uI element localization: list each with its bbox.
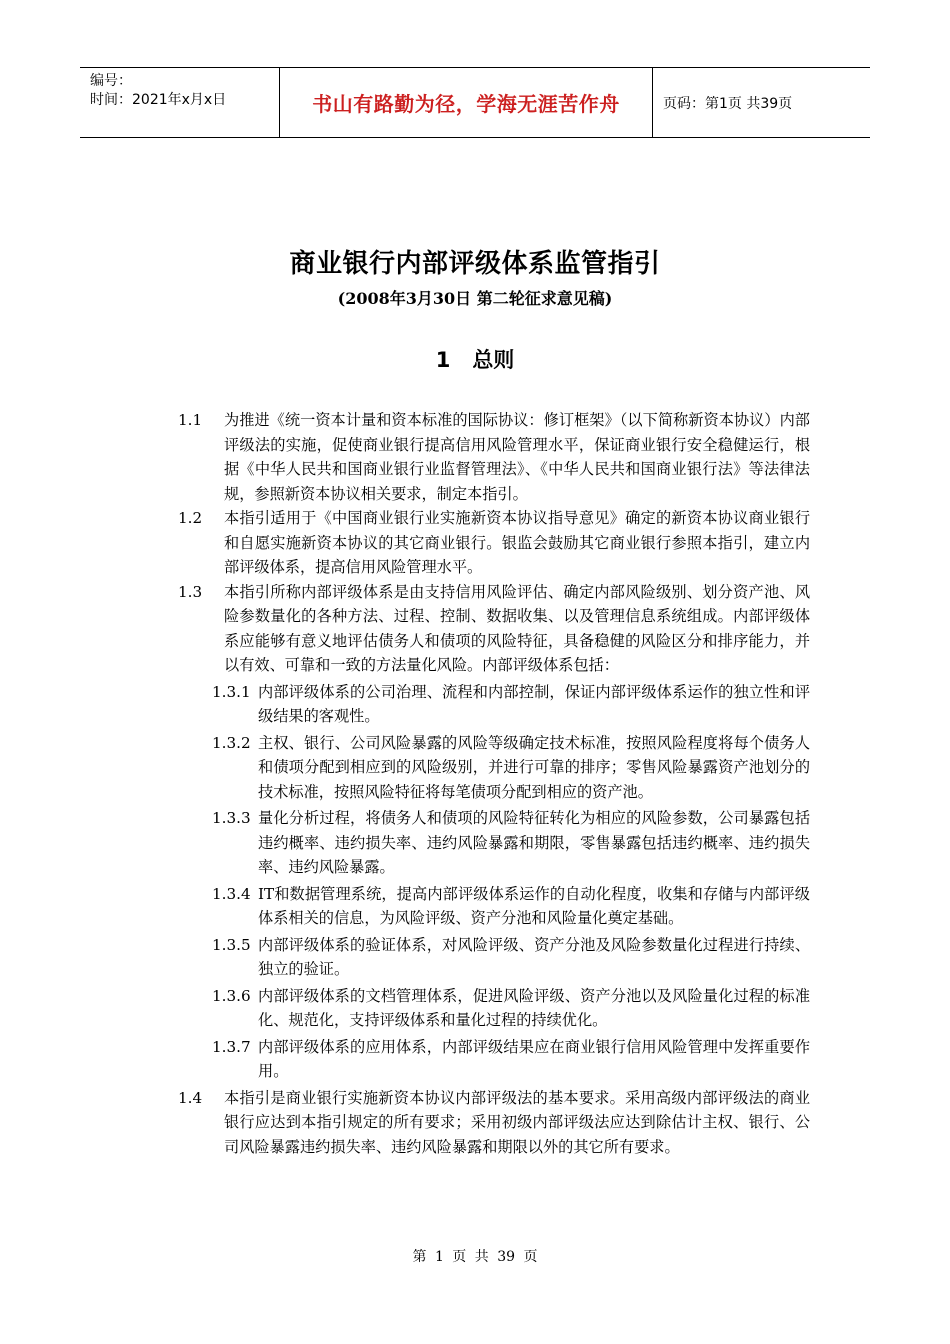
sub-item-text: 量化分析过程，将债务人和债项的风险特征转化为相应的风险参数，公司暴露包括违约概率、违约损失率、违约风险暴露和期限，零售暴露包括违约概率、违约损失率、违约风险暴露。 bbox=[258, 809, 810, 876]
sub-item-text: 主权、银行、公司风险暴露的风险等级确定技术标准，按照风险程度将每个债务人和债项分配到相应到的风险级别，并进行可靠的排序；零售风险暴露资产池划分的技术标准，按照风险特征将每笔债项分配到相应的资产池。 bbox=[258, 733, 810, 801]
document-body bbox=[178, 408, 810, 1159]
document-time-label: 时间：2021年x月x日 bbox=[90, 92, 227, 108]
paragraph-text: 为推进《统一资本计量和资本标准的国际协议：修订框架》（以下简称新资本协议）内部评级法的实施，促使商业银行提高信用风险管理水平，保证商业银行安全稳健运行，根据《中华人民共和国商业银行业监督管理法》、《中华人民共和国商业银行法》等法律法规，参照新资本协议相关要求，制定本指引。 bbox=[224, 411, 810, 503]
sub-item bbox=[212, 984, 810, 1033]
header-page-info: 页码：第1页 共39页 bbox=[663, 95, 793, 112]
sub-item-text: 内部评级体系的应用体系，内部评级结果应在商业银行信用风险管理中发挥重要作用。 bbox=[258, 1037, 810, 1080]
sub-item-number: 1.3.4 bbox=[212, 884, 251, 903]
paragraph-number: 1.2 bbox=[178, 509, 203, 527]
sub-item-text: 内部评级体系的验证体系，对风险评级、资产分池及风险参数量化过程进行持续、独立的验证。 bbox=[258, 935, 810, 978]
chapter-heading bbox=[0, 344, 950, 374]
paragraph-number: 1.4 bbox=[178, 1088, 203, 1107]
header-motto-cell bbox=[280, 68, 653, 137]
header-meta bbox=[80, 68, 280, 137]
page-header bbox=[80, 67, 870, 138]
header-motto: 书山有路勤为径，学海无涯苦作舟 bbox=[312, 92, 620, 116]
sub-item bbox=[212, 731, 810, 805]
sub-item-number: 1.3.5 bbox=[212, 935, 251, 954]
sub-item bbox=[212, 882, 810, 931]
document-number-label: 编号： bbox=[90, 73, 132, 89]
paragraph-number: 1.3 bbox=[178, 582, 203, 601]
sub-item-number: 1.3.6 bbox=[212, 986, 251, 1005]
paragraph-text: 本指引适用于《中国商业银行业实施新资本协议指导意见》确定的新资本协议商业银行和自愿实施新资本协议的其它商业银行。银监会鼓励其它商业银行参照本指引，建立内部评级体系，提高信用风险管理水平。 bbox=[224, 509, 810, 576]
sub-item-number: 1.3.7 bbox=[212, 1037, 251, 1056]
sub-item-text: IT和数据管理系统，提高内部评级体系运作的自动化程度，收集和存储与内部评级体系相关的信息，为风险评级、资产分池和风险量化奠定基础。 bbox=[258, 884, 810, 927]
document-subtitle: (2008年3月30日 第二轮征求意见稿) bbox=[337, 289, 613, 308]
header-page-info-cell bbox=[653, 68, 870, 137]
paragraph bbox=[178, 506, 810, 580]
chapter-title: 总则 bbox=[472, 348, 515, 372]
chapter-number: 1 bbox=[435, 348, 451, 372]
sub-item-number: 1.3.3 bbox=[212, 809, 251, 827]
sub-item bbox=[212, 1035, 810, 1084]
paragraph bbox=[178, 1086, 810, 1160]
sub-item-number: 1.3.1 bbox=[212, 682, 251, 701]
paragraph bbox=[178, 580, 810, 678]
sub-item bbox=[212, 933, 810, 982]
paragraph bbox=[178, 408, 810, 506]
sub-item bbox=[212, 680, 810, 729]
paragraph-text: 本指引所称内部评级体系是由支持信用风险评估、确定内部风险级别、划分资产池、风险参数量化的各种方法、过程、控制、数据收集、以及管理信息系统组成。内部评级体系应能够有意义地评估债务人和债项的风险特征，具备稳健的风险区分和排序能力，并以有效、可靠和一致的方法量化风险。内部评级体系包括： bbox=[224, 582, 810, 674]
sub-item bbox=[212, 806, 810, 880]
paragraph-text: 本指引是商业银行实施新资本协议内部评级法的基本要求。采用高级内部评级法的商业银行应达到本指引规定的所有要求；采用初级内部评级法应达到除估计主权、银行、公司风险暴露违约损失率、违约风险暴露和期限以外的其它所有要求。 bbox=[224, 1088, 810, 1156]
sub-item-text: 内部评级体系的公司治理、流程和内部控制，保证内部评级体系运作的独立性和评级结果的客观性。 bbox=[258, 682, 810, 725]
sub-item-text: 内部评级体系的文档管理体系，促进风险评级、资产分池以及风险量化过程的标准化、规范化，支持评级体系和量化过程的持续优化。 bbox=[258, 986, 810, 1029]
paragraph-number: 1.1 bbox=[178, 411, 203, 429]
page-footer: 第 1 页 共 39 页 bbox=[412, 1249, 538, 1265]
document-title: 商业银行内部评级体系监管指引 bbox=[289, 249, 661, 279]
sub-item-number: 1.3.2 bbox=[212, 733, 251, 752]
